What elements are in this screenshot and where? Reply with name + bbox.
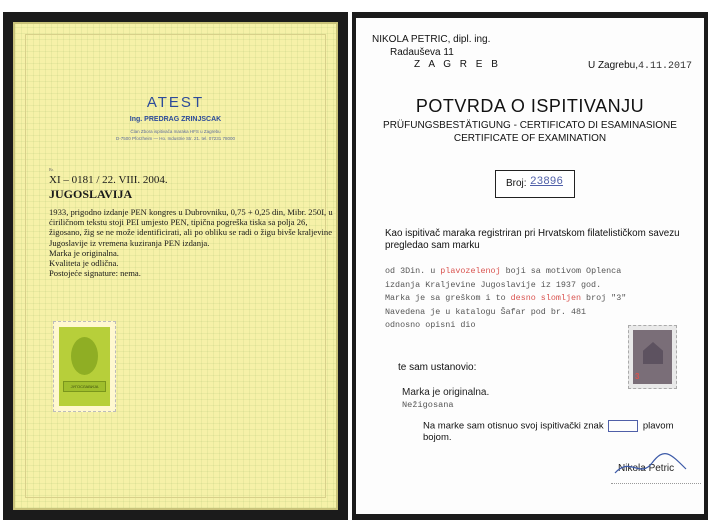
- signmark-text-post: plavom bojom.: [423, 420, 674, 443]
- right-certificate-frame: [352, 12, 708, 520]
- place-label: U Zagrebu,: [587, 60, 638, 71]
- typed-line-3-highlight: desno slomljen: [510, 293, 582, 304]
- atest-title: ATEST: [146, 94, 205, 111]
- signature-scribble-icon: [610, 451, 690, 481]
- stamp-number: 3: [635, 372, 640, 381]
- result-original: Marka je originalna.: [402, 387, 490, 398]
- examiner-mark-note: [423, 420, 704, 443]
- stamp-portrait-icon: [71, 337, 98, 375]
- certificate-number-box: [495, 170, 575, 198]
- typed-line-1-post: boji sa motivom Oplenca: [500, 266, 622, 276]
- examiner-mark-box-icon: [608, 420, 638, 432]
- signmark-text-pre: Na marke sam otisnuo svoj ispitivački znak: [423, 420, 604, 432]
- issuer-city: Z A G R E B: [414, 59, 501, 70]
- place-date: [588, 60, 692, 72]
- atest-examiner: Ing. PREDRAG ZRINJSCAK: [129, 116, 222, 123]
- atest-subtitle-line-1: Član Zbora ispitivača maraka HFS u Zagrebu: [130, 129, 221, 134]
- atest-line-signatures: Postojeće signature: nema.: [49, 267, 141, 278]
- certificate-date: 4.11.2017: [637, 61, 692, 72]
- stamp-description: [385, 265, 685, 333]
- established-label: te sam ustanovio:: [398, 362, 477, 373]
- typed-line-1: [385, 265, 685, 279]
- right-stamp-image: [628, 325, 677, 389]
- left-certificate-paper: [13, 22, 338, 510]
- typed-line-4: [385, 306, 685, 320]
- certificate-number-label: Broj:: [506, 178, 527, 189]
- certificate-number: 23896: [530, 176, 564, 188]
- typed-line-3: [385, 292, 685, 306]
- right-stamp-face: [633, 330, 672, 384]
- atest-description: 1933, prigodno izdanje PEN kongres u Dubrovniku, 0,75 + 0,25 din, Mibr. 250I, u ćiriličnom tekstu stoji PEI umjesto PEN, tipična pogreška tiska sa polja 26, žigosano, žig se ne može identificirati, ali po obliku se radi o žigu bivše kraljevine Jugoslavije iz vremena kuziranja PEN izdanja.: [49, 207, 333, 248]
- typed-line-1-pre: od 3Din. u: [385, 266, 441, 276]
- atest-subtitle-line-2: D-7500 Pforzheim — Ho. Industrie Str. 21. tel. 07231 78000: [115, 136, 236, 141]
- right-certificate-paper: [356, 18, 704, 514]
- typed-line-2: [385, 279, 685, 293]
- stamp-banner: ЈУГОСЛАВИЈА: [63, 381, 106, 392]
- atest-reference: XI – 0181 / 22. VIII. 2004.: [49, 174, 168, 186]
- left-stamp-image: [53, 321, 116, 412]
- issuer-street: Radauševa 11: [390, 46, 454, 58]
- signature-line: [611, 483, 701, 484]
- certificate-subtitle-1: PRÜFUNGSBESTÄTIGUNG - CERTIFICATO DI ESAMINASIONE: [383, 120, 677, 131]
- typed-line-1-highlight: plavozelenoj: [440, 266, 501, 276]
- signature-name: Nikola Petric: [618, 463, 675, 474]
- left-stamp-face: [59, 327, 110, 406]
- atest-country: JUGOSLAVIJA: [49, 187, 133, 201]
- certificate-title: POTVRDA O ISPITIVANJU: [415, 96, 645, 116]
- issuer-block: [372, 34, 501, 72]
- typed-line-3-pre: Marka je sa greškom i to: [385, 293, 511, 304]
- issuer-name: NIKOLA PETRIC, dipl. ing.: [372, 34, 491, 45]
- atest-subtitle: [15, 128, 336, 142]
- atest-body: [49, 167, 339, 278]
- typed-line-2-pre: izdanja Kraljevine Jugoslavije iz 1937 god.: [385, 279, 602, 290]
- typed-line-4-pre: Navedena je u katalogu Šafar pod br. 481: [385, 306, 587, 317]
- signature: [618, 463, 674, 474]
- result-unused: Nežigosana: [402, 400, 454, 410]
- certificate-subtitle-2: CERTIFICATE OF EXAMINATION: [453, 133, 607, 144]
- certificate-intro: Kao ispitivač maraka registriran pri Hrvatskom filatelističkom savezu pregledao sam marku: [385, 228, 680, 251]
- typed-line-5-pre: odnosno opisni dio: [385, 320, 476, 331]
- typed-line-3-post: broj "3": [581, 293, 627, 304]
- stamp-church-icon: [643, 342, 663, 364]
- atest-nr-label: Br.: [49, 167, 54, 172]
- atest-line-original: Marka je originalna.: [49, 247, 119, 258]
- left-certificate-frame: [3, 12, 348, 520]
- result-block: [402, 386, 489, 412]
- atest-line-quality: Kvaliteta je odlična.: [49, 257, 119, 268]
